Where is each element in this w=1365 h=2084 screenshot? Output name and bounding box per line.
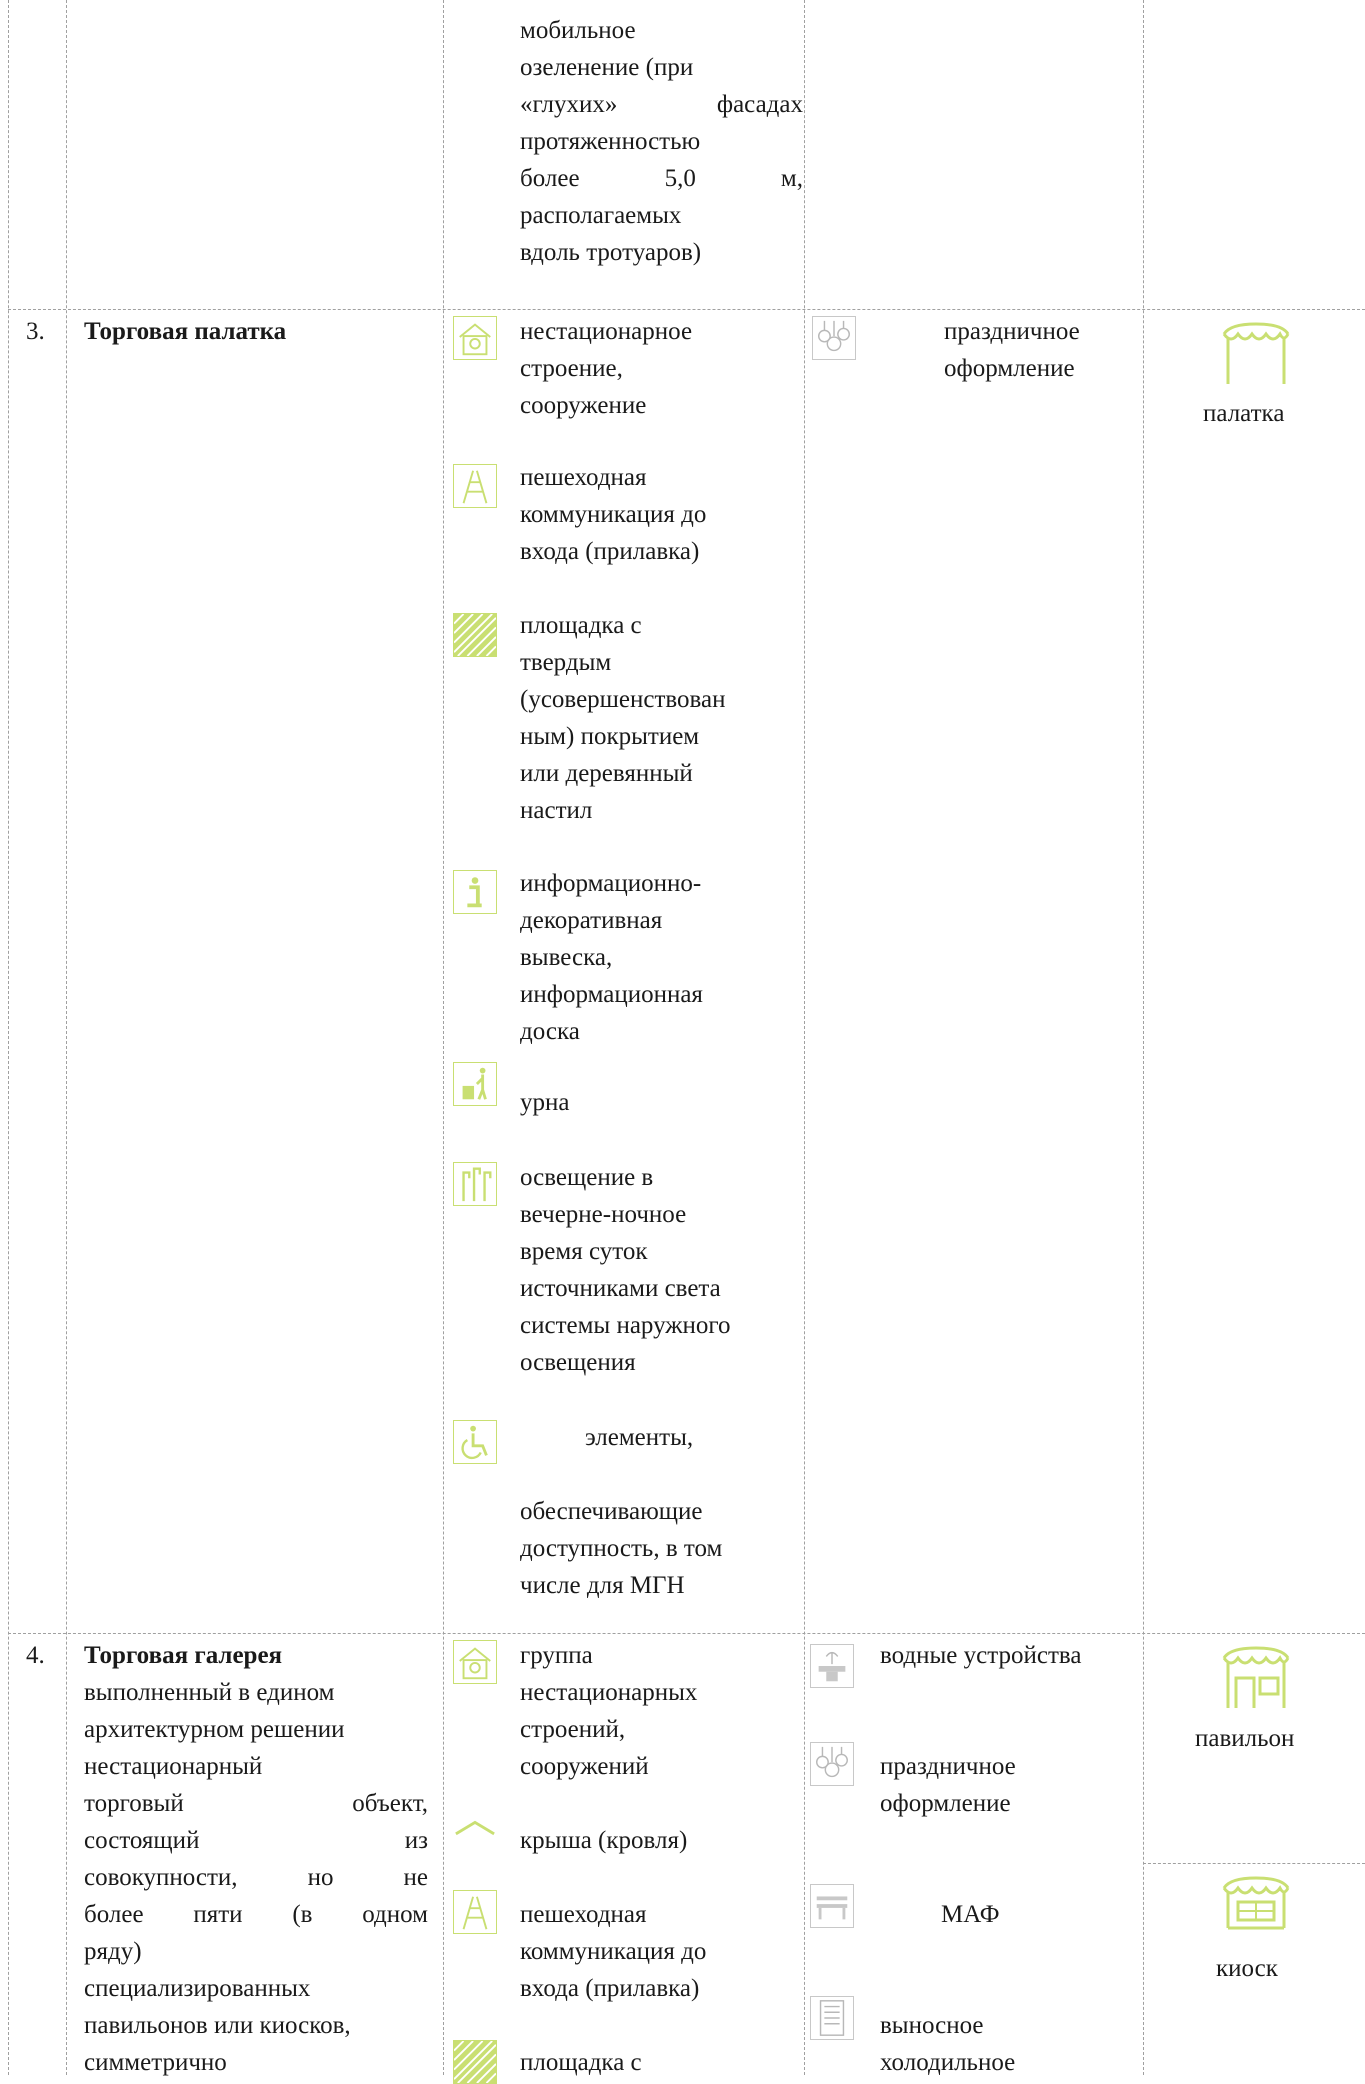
description-line: архитектурном решении <box>84 1716 345 1743</box>
optional-item-label: МАФ <box>941 1901 1000 1928</box>
grid-line-row4 <box>8 1633 1365 1634</box>
required-item-label: урна <box>520 1089 570 1116</box>
required-item-label: элементы, <box>585 1424 694 1451</box>
optional-item-label: праздничное <box>880 1753 1016 1780</box>
roof-icon <box>453 1810 497 1854</box>
description-line: симметрично <box>84 2049 227 2076</box>
required-item-label: коммуникация до <box>520 501 707 528</box>
walkway-icon <box>453 464 497 508</box>
kiosk-icon <box>1218 1872 1294 1942</box>
required-item-label: площадка с <box>520 612 642 639</box>
greening-line: «глухих» фасадах <box>520 91 803 118</box>
optional-item-label: холодильное <box>880 2049 1016 2076</box>
greening-line: более 5,0 м, <box>520 165 803 192</box>
house-icon <box>453 1640 497 1684</box>
required-item-label: источниками света <box>520 1275 721 1302</box>
required-item-label: коммуникация до <box>520 1938 707 1965</box>
greening-line: озеленение (при <box>520 54 694 81</box>
optional-item-label: оформление <box>880 1790 1011 1817</box>
type-label: павильон <box>1195 1725 1295 1752</box>
greening-line: вдоль тротуаров) <box>520 239 702 266</box>
walkway-icon <box>453 1890 497 1934</box>
required-item-label: числе для МГН <box>520 1572 685 1599</box>
required-item-label: входа (прилавка) <box>520 1975 700 2002</box>
required-item-label: сооружений <box>520 1753 649 1780</box>
required-item-label: или деревянный <box>520 760 693 787</box>
description-line: нестационарный <box>84 1753 263 1780</box>
grid-line-title <box>443 0 444 2075</box>
greening-line: располагаемых <box>520 202 682 229</box>
row-title: Торговая галерея <box>84 1642 283 1669</box>
festive-decor-icon <box>810 1742 854 1786</box>
required-item-label: нестационарных <box>520 1679 698 1706</box>
required-item-label: сооружение <box>520 392 647 419</box>
description-line: специализированных <box>84 1975 311 2002</box>
fridge-icon <box>810 1996 854 2040</box>
required-item-label: информационная <box>520 981 703 1008</box>
required-item-label: пешеходная <box>520 1901 647 1928</box>
optional-item-label: водные устройства <box>880 1642 1082 1669</box>
house-icon <box>453 316 497 360</box>
required-item-label: строений, <box>520 1716 626 1743</box>
required-item-label: крыша (кровля) <box>520 1827 688 1854</box>
fountain-icon <box>810 1644 854 1688</box>
required-item-label: строение, <box>520 355 623 382</box>
optional-item-label: оформление <box>944 355 1075 382</box>
grid-line-required <box>804 0 805 2075</box>
paving-icon <box>453 613 497 657</box>
greening-line: мобильное <box>520 17 636 44</box>
required-item-label: освещения <box>520 1349 636 1376</box>
required-item-label: площадка с <box>520 2049 642 2076</box>
paving-icon <box>453 2040 497 2084</box>
type-label: палатка <box>1203 400 1285 427</box>
required-item-label: пешеходная <box>520 464 647 491</box>
row-number: 3. <box>26 318 45 345</box>
required-item-label: группа <box>520 1642 593 1669</box>
grid-line-optional <box>1143 0 1144 2075</box>
description-line: совокупности, но не <box>84 1864 428 1891</box>
required-item-label: обеспечивающие <box>520 1498 703 1525</box>
optional-item-label: праздничное <box>944 318 1080 345</box>
festive-decor-icon <box>812 316 856 360</box>
row-number: 4. <box>26 1642 45 1669</box>
required-item-label: системы наружного <box>520 1312 731 1339</box>
description-line: павильонов или киосков, <box>84 2012 351 2039</box>
type-label: киоск <box>1216 1955 1278 1982</box>
required-item-label: (усовершенствован <box>520 686 726 713</box>
info-icon <box>453 870 497 914</box>
grid-line-left <box>8 0 9 2075</box>
required-item-label: вывеска, <box>520 944 613 971</box>
description-line: более пяти (в одном <box>84 1901 428 1928</box>
pavilion-icon <box>1218 1642 1294 1712</box>
optional-item-label: выносное <box>880 2012 984 2039</box>
wheelchair-icon <box>453 1420 497 1464</box>
tent-icon <box>1218 318 1294 388</box>
bench-icon <box>810 1884 854 1928</box>
trash-bin-icon <box>453 1062 497 1106</box>
grid-line-type-split <box>1143 1863 1365 1864</box>
required-item-label: вечерне-ночное <box>520 1201 687 1228</box>
required-item-label: ным) покрытием <box>520 723 700 750</box>
description-line: выполненный в едином <box>84 1679 335 1706</box>
required-item-label: доступность, в том <box>520 1535 723 1562</box>
required-item-label: нестационарное <box>520 318 693 345</box>
required-item-label: настил <box>520 797 593 824</box>
required-item-label: информационно- <box>520 870 702 897</box>
description-line: ряду) <box>84 1938 142 1965</box>
grid-line-row3 <box>8 309 1365 310</box>
description-line: состоящий из <box>84 1827 428 1854</box>
required-item-label: освещение в <box>520 1164 654 1191</box>
required-item-label: твердым <box>520 649 612 676</box>
description-line: торговый объект, <box>84 1790 428 1817</box>
grid-line-number <box>66 0 67 2075</box>
required-item-label: время суток <box>520 1238 648 1265</box>
required-item-label: входа (прилавка) <box>520 538 700 565</box>
required-item-label: доска <box>520 1018 580 1045</box>
required-item-label: декоративная <box>520 907 663 934</box>
row-title: Торговая палатка <box>84 318 287 345</box>
greening-line: протяженностью <box>520 128 701 155</box>
street-lamp-icon <box>453 1162 497 1206</box>
